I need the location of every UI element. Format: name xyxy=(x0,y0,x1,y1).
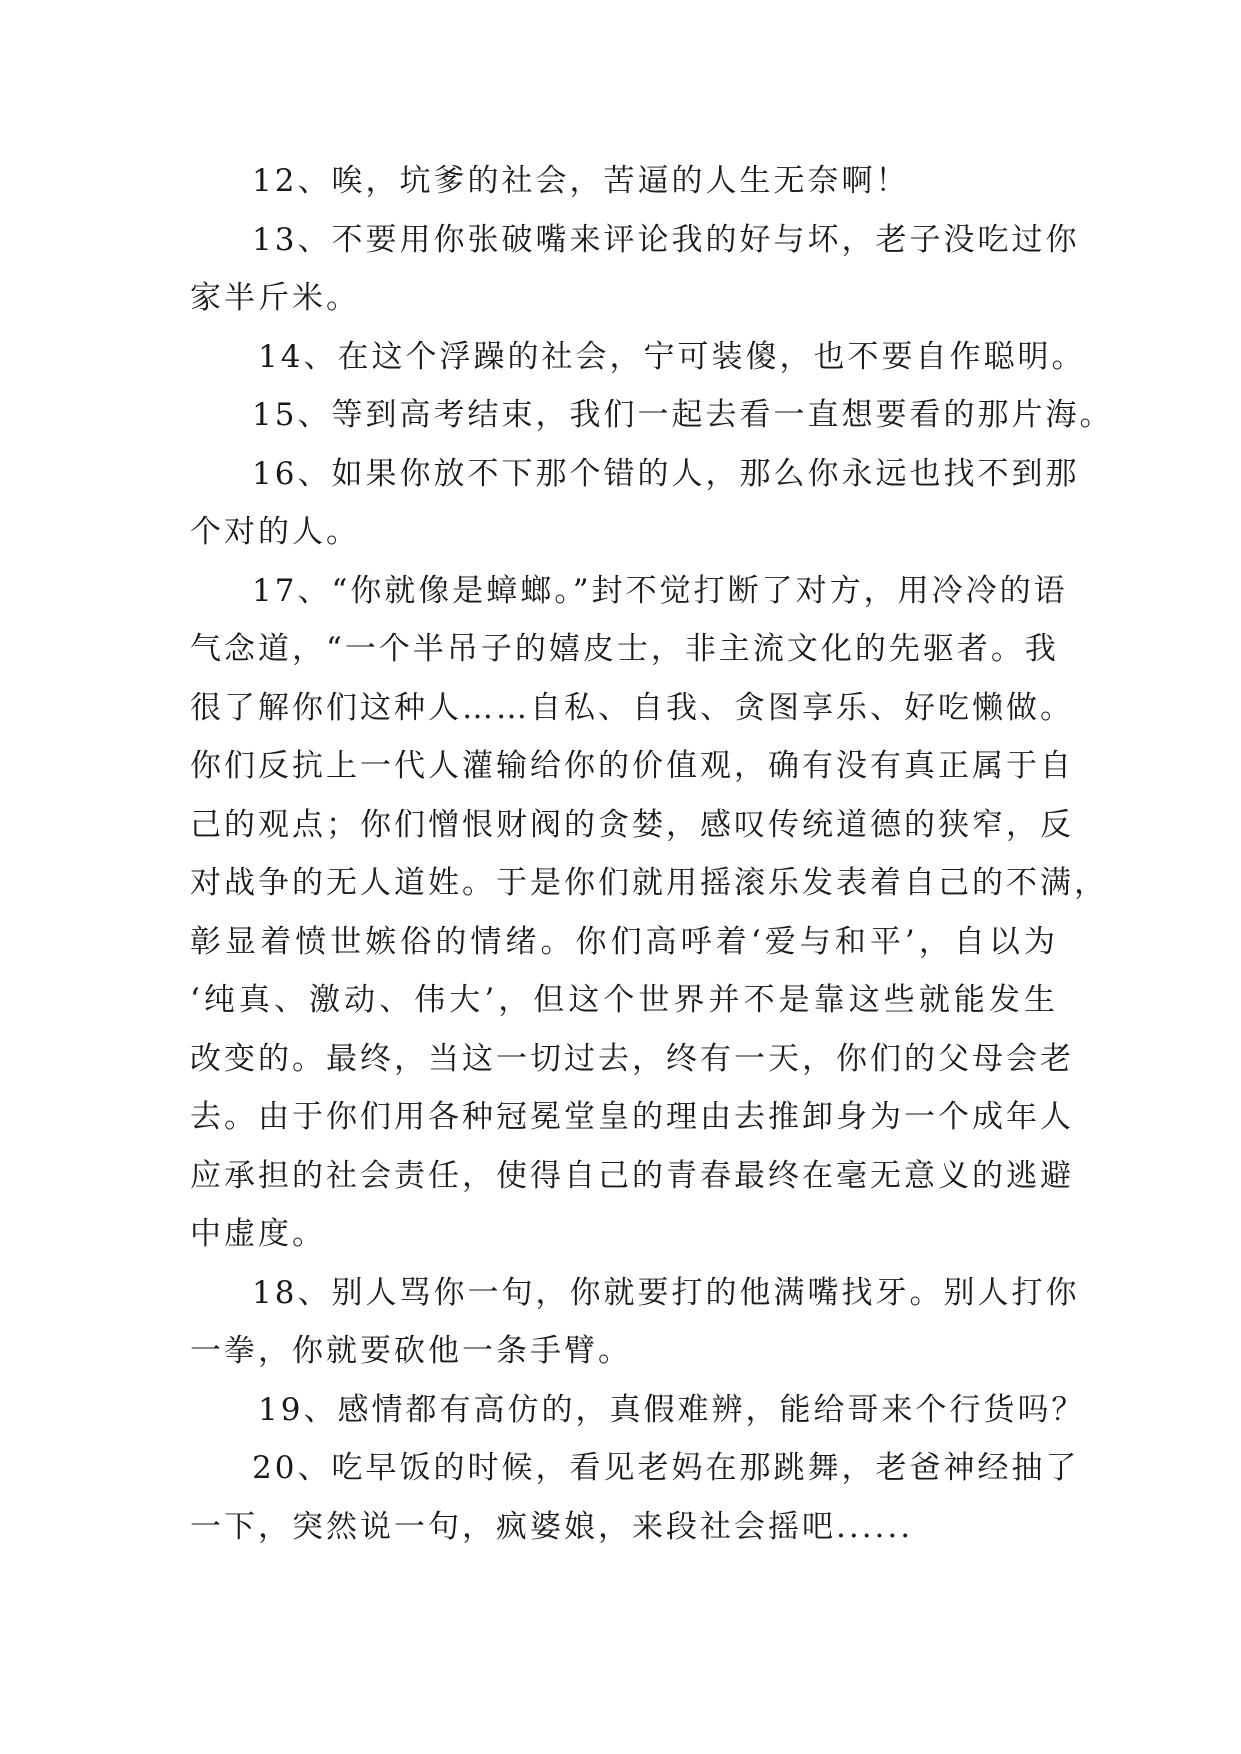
paragraph-17-line-3: 很了解你们这种人……自私、自我、贪图享乐、好吃懒做。 xyxy=(190,689,1074,726)
paragraph-17-line-4: 你们反抗上一代人灌输给你的价值观，确有没有真正属于自 xyxy=(190,748,1074,784)
paragraph-18-line-1: 18、别人骂你一句，你就要打的他满嘴找牙。别人打你 xyxy=(252,1274,1080,1311)
paragraph-17-line-2: 气念道，“一个半吊子的嬉皮士，非主流文化的先驱者。我 xyxy=(190,631,1059,667)
paragraph-13-line-1: 13、不要用你张破嘴来评论我的好与坏，老子没吃过你 xyxy=(252,221,1080,258)
paragraph-17-line-11: 应承担的社会责任，使得自己的青春最终在毫无意义的逃避 xyxy=(190,1157,1074,1194)
paragraph-14-line-1: 14、在这个浮躁的社会，宁可装傻，也不要自作聪明。 xyxy=(258,338,1086,375)
paragraph-18-line-2: 一拳，你就要砍他一条手臂。 xyxy=(190,1333,632,1369)
paragraph-12-line-1: 12、唉，坑爹的社会，苦逼的人生无奈啊！ xyxy=(252,163,910,199)
paragraph-17-line-12: 中虚度。 xyxy=(190,1216,326,1252)
paragraph-17-line-5: 己的观点；你们憎恨财阀的贪婪，感叹传统道德的狭窄，反 xyxy=(190,806,1074,843)
paragraph-20-line-2: 一下，突然说一句，疯婆娘，来段社会摇吧...... xyxy=(190,1508,914,1545)
paragraph-19-line-1: 19、感情都有高仿的，真假难辨，能给哥来个行货吗？ xyxy=(258,1391,1086,1428)
paragraph-13-line-2: 家半斤米。 xyxy=(190,280,360,316)
paragraph-17-line-10: 去。由于你们用各种冠冕堂皇的理由去推卸身为一个成年人 xyxy=(190,1099,1074,1135)
paragraph-17-line-9: 改变的。最终，当这一切过去，终有一天，你们的父母会老 xyxy=(190,1040,1074,1077)
paragraph-20-line-1: 20、吃早饭的时候，看见老妈在那跳舞，老爸神经抽了 xyxy=(252,1450,1080,1486)
paragraph-17-line-1: 17、“你就像是蟑螂。”封不觉打断了对方，用冷冷的语 xyxy=(252,572,1068,609)
paragraph-16-line-1: 16、如果你放不下那个错的人，那么你永远也找不到那 xyxy=(252,455,1080,492)
document-body xyxy=(190,152,1114,1556)
paragraph-17-line-6: 对战争的无人道姓。于是你们就用摇滚乐发表着自己的不满， xyxy=(190,865,1108,901)
paragraph-16-line-2: 个对的人。 xyxy=(190,514,360,550)
paragraph-15-line-1: 15、等到高考结束，我们一起去看一直想要看的那片海。 xyxy=(252,397,1114,433)
paragraph-17-line-7: 彰显着愤世嫉俗的情绪。你们高呼着‘爱与和平’，自以为 xyxy=(190,923,1058,960)
paragraph-17-line-8: ‘纯真、激动、伟大’，但这个世界并不是靠这些就能发生 xyxy=(190,982,1058,1018)
